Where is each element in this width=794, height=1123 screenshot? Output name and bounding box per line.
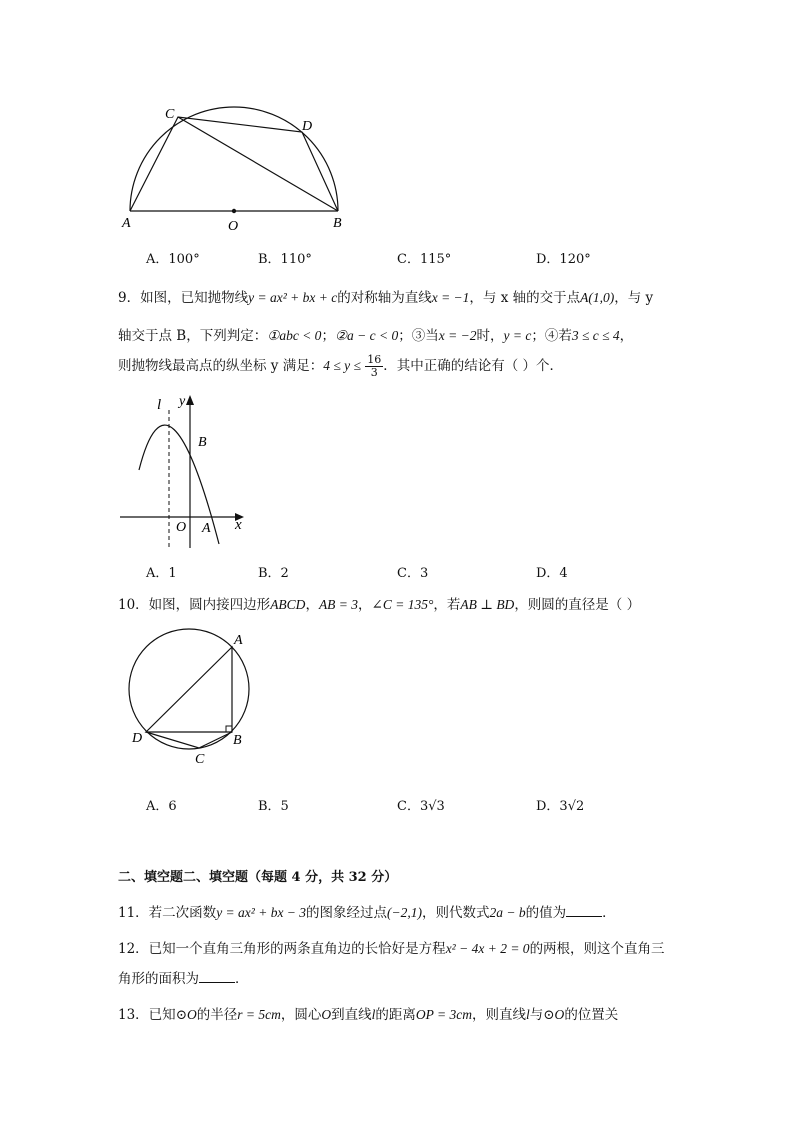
label-y: y [179, 394, 186, 409]
q12-text: 角形的面积为 [118, 971, 199, 987]
label-C: C [195, 752, 205, 767]
label-A: A [234, 633, 243, 648]
q13-text: 的距离 [375, 1007, 416, 1023]
label-B: B [333, 216, 342, 231]
q10-option-a[interactable]: A．6 [146, 799, 177, 814]
q13-circle-symbol: ⊙O [175, 1007, 197, 1022]
q9-text: 时， [476, 328, 504, 344]
q13-distance: OP = 3cm [415, 1007, 472, 1022]
q10-option-c[interactable]: C．3√3 [397, 799, 445, 814]
q11-text: ，则代数式 [422, 905, 490, 921]
q10-quad-name: ABCD [270, 597, 306, 612]
label-x: x [235, 517, 242, 533]
q12-text: 的两根，则这个直角三 [529, 941, 665, 957]
q9-x-value: x = −2 [438, 328, 477, 343]
y-axis-arrow [186, 395, 194, 405]
q9-option-d[interactable]: D．4 [536, 566, 568, 581]
q9-text: 9．如图，已知抛物线 [118, 290, 249, 306]
q10-text: ， [305, 597, 319, 613]
q9-point-a: A(1,0) [580, 290, 615, 305]
q8-option-c[interactable]: C．115° [397, 252, 452, 267]
q10-text: ，则圆的直径是（ ） [514, 597, 641, 613]
q9-separator: ； [321, 328, 335, 344]
q11-point: (−2,1) [387, 905, 423, 920]
q12-text: 12．已知一个直角三角形的两条直角边的长恰好是方程 [118, 941, 446, 957]
diagonal-CB [178, 117, 338, 211]
q11-text: 11．若二次函数 [118, 905, 217, 921]
q11-expression: 2a − b [489, 905, 526, 920]
q10-text: ，若 [433, 597, 461, 613]
label-D: D [132, 731, 143, 746]
q13-circle-symbol: ⊙O [543, 1007, 565, 1022]
q10-perpendicular: AB ⊥ BD [460, 597, 515, 612]
q9-parabola-eq: y = ax² + bx + c [248, 290, 338, 305]
q10-option-b[interactable]: B．5 [258, 799, 289, 814]
q8-option-d[interactable]: D．120° [536, 252, 591, 267]
triangle-ABD [146, 647, 232, 732]
q8-figure [110, 100, 360, 235]
label-O: O [176, 520, 187, 535]
q13-line: l [525, 1007, 530, 1022]
q13-text: ，圆心 [280, 1007, 322, 1023]
q9-text: 则抛物线最高点的纵坐标 y 满足： [118, 358, 324, 374]
label-D: D [302, 119, 313, 134]
q13-question [118, 1003, 618, 1023]
q13-radius: r = 5cm [237, 1007, 281, 1022]
section-heading: 二、填空题二、填空题（每题 4 分，共 32 分） [118, 870, 398, 885]
q9-separator: ； [398, 328, 412, 344]
q9-text: ，与 y [614, 290, 654, 306]
q9-text: ， [619, 328, 634, 344]
q13-text: 到直线 [331, 1007, 372, 1023]
q9-text: 的对称轴为直线 [337, 290, 432, 306]
q9-c-range: 3 ≤ c ≤ 4 [571, 328, 620, 343]
q12-text: ． [235, 971, 249, 987]
center-dot [232, 209, 236, 213]
q10-text: 10．如图，圆内接四边形 [118, 597, 271, 613]
q9-text: ．其中正确的结论有（ ）个． [383, 358, 563, 374]
q8-option-b[interactable]: B．110° [258, 252, 312, 267]
q13-text: 与 [529, 1007, 544, 1023]
q9-option-c[interactable]: C．3 [397, 566, 429, 581]
q12-line-1 [118, 937, 665, 957]
q11-text: 的值为 [525, 905, 567, 921]
q10-option-d[interactable]: D．3√2 [536, 799, 585, 814]
q13-text: 的半径 [196, 1007, 238, 1023]
label-C: C [165, 107, 175, 122]
q13-center: O [321, 1007, 332, 1022]
q13-text: 13．已知 [118, 1007, 176, 1023]
q13-line: l [371, 1007, 376, 1022]
q13-text: 的位置关 [564, 1007, 619, 1023]
q11-function: y = ax² + bx − 3 [216, 905, 307, 920]
q11-answer-blank[interactable] [566, 904, 602, 917]
q9-inequality: 4 ≤ y ≤ [323, 358, 361, 373]
label-O: O [228, 219, 239, 234]
q12-answer-blank[interactable] [199, 970, 235, 983]
q9-axis-eq: x = −1 [431, 290, 470, 305]
label-A: A [122, 216, 131, 231]
label-B: B [198, 435, 207, 450]
q9-line-3 [118, 354, 563, 379]
quad-DCB [146, 732, 232, 748]
q9-fraction [365, 354, 383, 379]
q9-option-b[interactable]: B．2 [258, 566, 289, 581]
q9-text: ④若 [544, 328, 572, 344]
q9-line-1 [118, 286, 653, 306]
q10-question [118, 593, 640, 613]
q9-y-value: y = c [503, 328, 532, 343]
q13-text: ，则直线 [471, 1007, 526, 1023]
fraction-denominator: 3 [370, 366, 378, 379]
q10-figure [122, 622, 262, 768]
q11-question [118, 901, 616, 921]
q9-figure [115, 392, 255, 552]
label-A: A [202, 521, 211, 536]
q9-statement-2: ②a − c < 0 [334, 328, 399, 343]
q9-option-a[interactable]: A．1 [146, 566, 177, 581]
q10-ab-length: AB = 3 [318, 597, 359, 612]
label-l: l [157, 397, 162, 413]
q11-text: ． [602, 905, 616, 921]
q9-line-2 [118, 324, 633, 344]
q10-angle-c: ∠C = 135° [371, 597, 434, 612]
q12-equation: x² − 4x + 2 = 0 [445, 941, 530, 956]
q9-separator: ； [531, 328, 545, 344]
q9-text: ③当 [411, 328, 439, 344]
fraction-numerator: 16 [367, 353, 382, 366]
label-B: B [233, 733, 242, 748]
q9-text: 轴交于点 B，下列判定： [118, 328, 268, 344]
q12-line-2 [118, 967, 249, 987]
q9-text: ，与 x 轴的交于点 [469, 290, 581, 306]
q11-text: 的图象经过点 [306, 905, 388, 921]
q9-statement-1: ①abc < 0 [267, 328, 322, 343]
q10-text: ， [358, 597, 372, 613]
q8-option-a[interactable]: A．100° [146, 252, 200, 267]
